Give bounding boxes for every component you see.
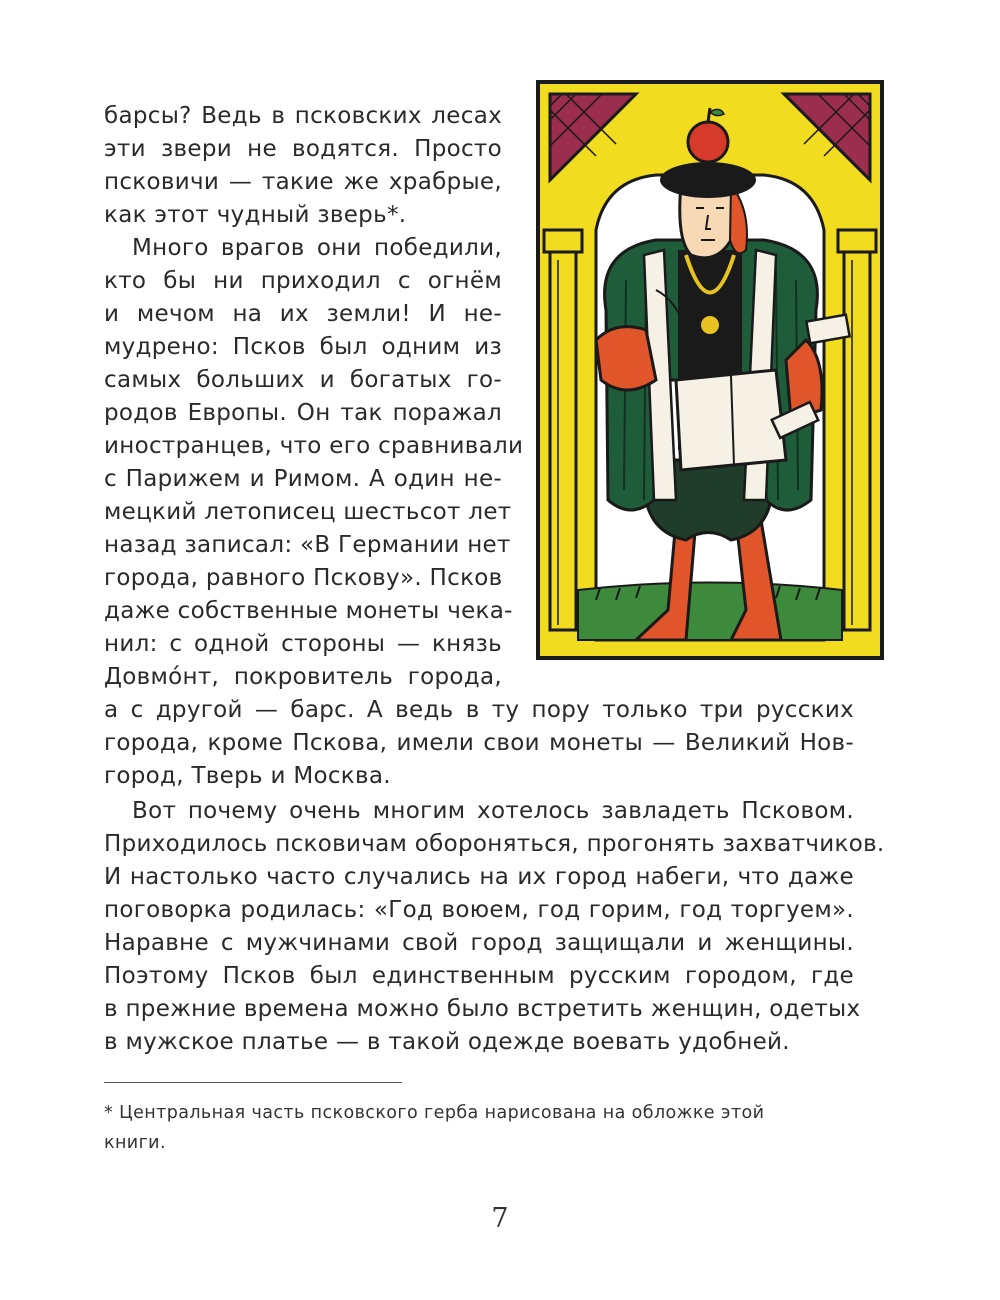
text-line: мудрено: Псков был одним из [104, 334, 502, 360]
text-line: Вот почему очень многим хотелось завладеть Псковом. [132, 798, 854, 824]
footnote-line: * Центральная часть псковского герба нарисована на обложке этой [104, 1103, 765, 1123]
text-line: иностранцев, что его сравнивали [104, 433, 524, 459]
text-line: Много врагов они победили, [132, 235, 502, 261]
text-line: барсы? Ведь в псковских лесах [104, 103, 502, 129]
apple [688, 122, 728, 162]
footnote-line: книги. [104, 1133, 166, 1153]
hat [660, 162, 756, 198]
footnote-rule [104, 1082, 402, 1083]
text-line: назад записал: «В Германии нет [104, 532, 511, 558]
text-line: Поэтому Псков был единственным русским городом, где [104, 963, 854, 989]
left-sleeve [596, 327, 656, 390]
text-line: и мечом на их земли! И не- [104, 301, 502, 327]
text-line: как этот чудный зверь*. [104, 202, 407, 228]
left-pillar [550, 250, 576, 630]
page-number: 7 [491, 1203, 509, 1234]
text-line: родов Европы. Он так поражал [104, 400, 502, 426]
text-line: кто бы ни приходил с огнём [104, 268, 502, 294]
text-line: мецкий летописец шестьсот лет [104, 499, 512, 525]
text-line: поговорка родилась: «Год воюем, год горим, год торгуем». [104, 897, 854, 923]
text-line: нил: с одной стороны — князь [104, 631, 502, 657]
text-line: Довмóнт, покровитель города, [104, 664, 502, 690]
text-line: Приходилось псковичам обороняться, прогонять захватчиков. [104, 831, 885, 857]
text-line: города, равного Пскову». Псков [104, 565, 503, 591]
text-line: города, кроме Пскова, имели свои монеты — Великий Нов- [104, 730, 854, 756]
illustration [536, 80, 884, 660]
right-capital [838, 230, 876, 252]
text-line: И настолько часто случались на их город набеги, что даже [104, 864, 854, 890]
text-line: в мужское платье — в такой одежде воевать удобней. [104, 1029, 790, 1055]
medallion [700, 315, 720, 335]
text-line: Наравне с мужчинами свой город защищали и женщины. [104, 930, 854, 956]
text-line: самых больших и богатых го- [104, 367, 502, 393]
text-line: а с другой — барс. А ведь в ту пору только три русских [104, 697, 854, 723]
text-line: даже собственные монеты чека- [104, 598, 513, 624]
right-pillar [844, 250, 870, 630]
text-line: эти звери не водятся. Просто [104, 136, 502, 162]
text-line: город, Тверь и Москва. [104, 763, 391, 789]
text-line: в прежние времена можно было встретить женщин, одетых [104, 996, 861, 1022]
text-line: с Парижем и Римом. А один не- [104, 466, 502, 492]
text-line: псковичи — такие же храбрые, [104, 169, 502, 195]
left-capital [544, 230, 582, 252]
ground [578, 583, 842, 641]
